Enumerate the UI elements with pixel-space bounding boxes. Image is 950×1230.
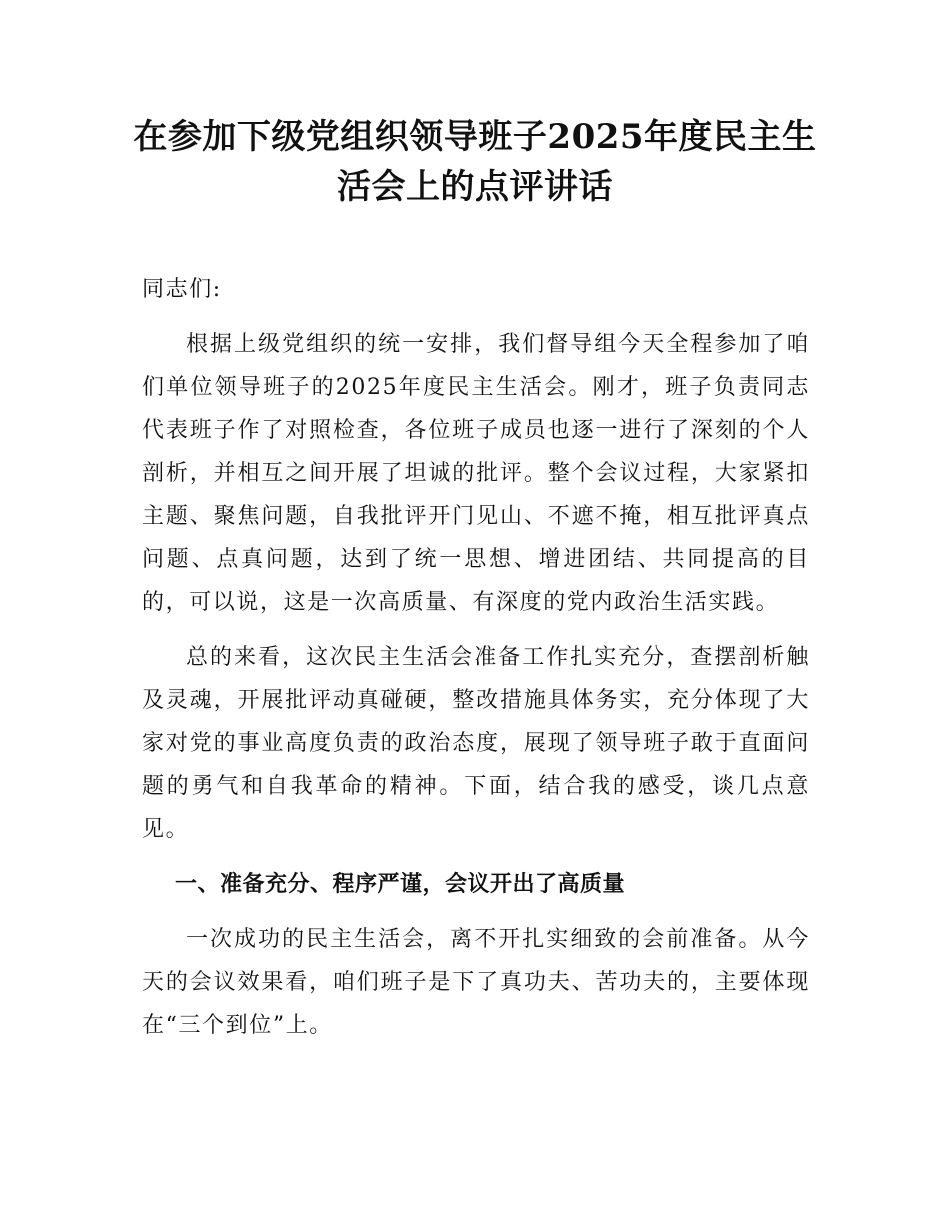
salutation: 同志们: <box>142 277 222 302</box>
section-paragraph-1: 一次成功的民主生活会，离不开扎实细致的会前准备。从今天的会议效果看，咱们班子是下了真功夫、苦功夫的，主要体现在“三个到位”上。 <box>142 927 810 1038</box>
document-title: 在参加下级党组织领导班子2025年度民主生活会上的点评讲话 <box>133 117 817 207</box>
section-heading-1: 一、准备充分、程序严谨，会议开出了高质量 <box>175 872 626 897</box>
document-body <box>142 268 810 1059</box>
body-paragraph-2: 总的来看，这次民主生活会准备工作扎实充分，查摆剖析触及灵魂，开展批评动真碰硬，整改措施具体务实，充分体现了大家对党的事业高度负责的政治态度，展现了领导班子敢于直面问题的勇气和自我革命的精神。下面，结合我的感受，谈几点意见。 <box>142 645 810 842</box>
body-paragraph-1: 根据上级党组织的统一安排，我们督导组今天全程参加了咱们单位领导班子的2025年度民主生活会。刚才，班子负责同志代表班子作了对照检查，各位班子成员也逐一进行了深刻的个人剖析，并相互之间开展了坦诚的批评。整个会议过程，大家紧扣主题、聚焦问题，自我批评开门见山、不遮不掩，相互批评真点问题、点真问题，达到了统一思想、增进团结、共同提高的目的，可以说，这是一次高质量、有深度的党内政治生活实践。 <box>142 332 810 615</box>
